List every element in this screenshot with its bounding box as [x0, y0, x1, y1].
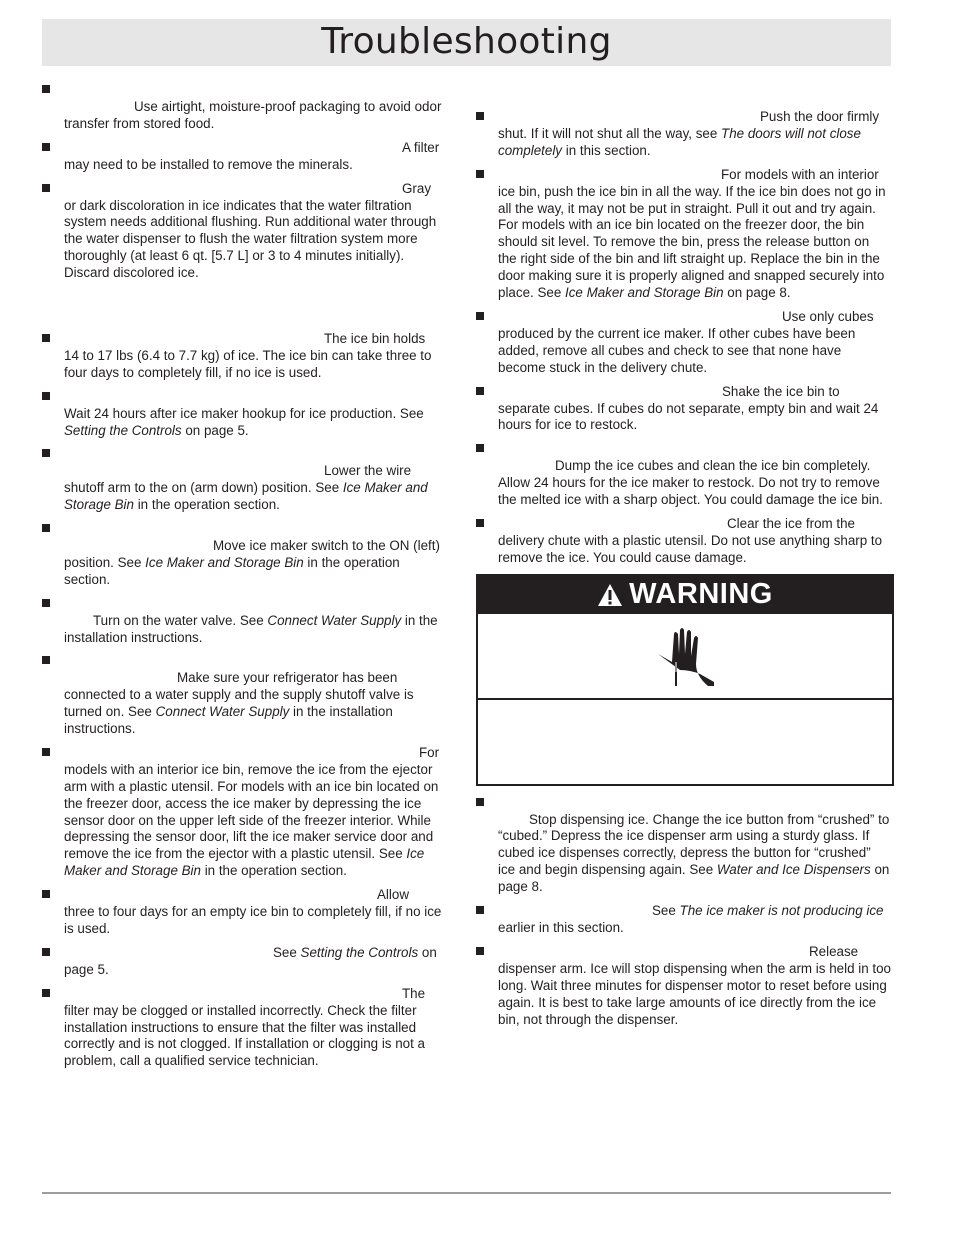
item-text: Allow three to four days for an empty ice bin to completely fill, if no ice is used. [64, 887, 442, 936]
square-bullet-icon [42, 656, 50, 664]
square-bullet-icon [476, 387, 484, 395]
item-reference: Connect Water Supply [267, 612, 402, 628]
item-text: Clear the ice from the delivery chute with a plastic utensil. Do not use anything sharp to remove the ice. You could cause damage. [498, 515, 883, 565]
troubleshoot-item [42, 596, 442, 647]
square-bullet-icon [476, 444, 484, 452]
square-bullet-icon [476, 947, 484, 955]
item-heading [498, 441, 891, 458]
troubleshoot-item [42, 446, 442, 514]
troubleshoot-item [42, 653, 442, 738]
item-text-end: on page 8. [723, 285, 791, 301]
square-bullet-icon [42, 85, 50, 93]
item-text: For models with an interior ice bin, push the ice bin in all the way. If the ice bin does not go in all the way, it may not be put in straight. Pull it out and try again. For models with an ice bin located on the freezer door, the bin should sit level. To remove the bin, press the release button on the right side of the bin and lift straight up. Replace the bin in the door making sure it is properly aligned and snapped securely into place. See [498, 166, 886, 301]
item-text: A filter may need to be installed to remove the minerals. [64, 139, 440, 172]
troubleshoot-item [476, 309, 891, 377]
item-text-end: on page 5. [181, 422, 249, 438]
item-text: For models with an interior ice bin, remove the ice from the ejector arm with a plastic utensil. For models with an ice bin located on the freezer door, access the ice maker by depressing the ice sensor door on the upper left side of the freezer interior. While depressing the sensor door, lift the ice maker service door and remove the ice from the ejector with a plastic utensil. See [64, 744, 440, 862]
square-bullet-icon [476, 519, 484, 527]
item-reference: Ice Maker and Storage Bin [64, 846, 425, 879]
square-bullet-icon [42, 184, 50, 192]
square-bullet-icon [476, 112, 484, 120]
item-heading [64, 521, 442, 538]
page-title: Troubleshooting [321, 21, 612, 62]
item-text: Dump the ice cubes and clean the ice bin completely. Allow 24 hours for the ice maker to restock. Do not try to remove the melted ice with a sharp object. You could damage the ice bin. [498, 458, 883, 508]
section-spacer [42, 289, 442, 331]
item-text: Gray or dark discoloration in ice indicates that the water filtration system needs additional flushing. Run additional water through the water dispenser to flush the water filtration system more thoroughly (at least 6 qt. [5.7 L] or 3 to 4 minutes initially). Discard discolored ice. [64, 180, 437, 281]
item-text: Use airtight, moisture-proof packaging to avoid odor transfer from stored food. [64, 99, 442, 131]
troubleshoot-item [42, 181, 442, 282]
troubleshoot-item [42, 745, 442, 880]
square-bullet-icon [42, 948, 50, 956]
troubleshoot-item [476, 384, 891, 435]
item-text: See [273, 944, 301, 960]
item-reference: The doors will not close completely [498, 125, 861, 158]
title-bar [42, 19, 891, 66]
item-text-end: on page 8. [498, 862, 890, 895]
warning-label: WARNING [629, 578, 773, 611]
square-bullet-icon [476, 170, 484, 178]
item-text-end: in the operation section. [133, 497, 280, 513]
item-text-end: earlier in this section. [498, 919, 624, 935]
item-text: Wait 24 hours after ice maker hookup for ice production. See [64, 405, 424, 421]
item-heading [64, 596, 442, 613]
item-text-end: in this section. [562, 142, 651, 158]
item-text: See [652, 903, 680, 919]
footer-rule [42, 1192, 891, 1194]
right-column [476, 109, 891, 1035]
item-heading [64, 446, 442, 463]
square-bullet-icon [42, 748, 50, 756]
item-text: Stop dispensing ice. Change the ice button from “crushed” to “cubed.” Depress the ice dispenser arm using a sturdy glass. If cubed ice dispenses correctly, depress the button for “crushed” ice and begin dispensing again. See [498, 811, 890, 878]
item-reference: Setting the Controls [64, 422, 182, 438]
item-text-end: in the operation section. [200, 863, 347, 879]
item-heading [64, 653, 442, 670]
square-bullet-icon [476, 312, 484, 320]
item-text-end: in the installation instructions. [64, 704, 393, 737]
troubleshoot-item [476, 441, 891, 509]
warning-text [478, 700, 892, 784]
warning-icon-cell [478, 614, 892, 700]
warning-triangle-icon [597, 583, 623, 607]
warning-box [476, 574, 894, 786]
item-text: Push the door firmly shut. If it will not shut all the way, see [498, 109, 880, 141]
item-reference: The ice maker is not producing ice [679, 903, 884, 919]
item-text: Move ice maker switch to the ON (left) position. See [64, 537, 440, 570]
troubleshoot-item [476, 944, 891, 1029]
item-text: The filter may be clogged or installed incorrectly. Check the filter installation instructions to ensure that the filter was installed correctly and is not clogged. If installation or clogging is not a problem, call a qualified service technician. [64, 985, 426, 1069]
troubleshoot-item [42, 521, 442, 589]
square-bullet-icon [42, 449, 50, 457]
item-text-end: in the operation section. [64, 554, 400, 587]
item-reference: Setting the Controls [300, 944, 419, 960]
troubleshoot-item [42, 986, 442, 1071]
troubleshoot-item [42, 140, 442, 174]
item-heading [64, 389, 442, 406]
item-text: Turn on the water valve. See [93, 612, 268, 628]
item-text: The ice bin holds 14 to 17 lbs (6.4 to 7.7 kg) of ice. The ice bin can take three to four days to completely fill, if no ice is used. [64, 331, 432, 380]
cut-hand-hazard-icon [650, 624, 720, 688]
square-bullet-icon [42, 143, 50, 151]
item-text: Make sure your refrigerator has been connected to a water supply and the supply shutoff valve is turned on. See [64, 670, 414, 720]
item-text: Use only cubes produced by the current ice maker. If other cubes have been added, remove all cubes and check to see that none have become stuck in the delivery chute. [498, 308, 874, 375]
square-bullet-icon [42, 989, 50, 997]
square-bullet-icon [42, 524, 50, 532]
item-text-end: in the installation instructions. [64, 612, 438, 645]
left-column [42, 82, 442, 1077]
troubleshoot-item [476, 109, 891, 160]
item-reference: Ice Maker and Storage Bin [64, 480, 428, 513]
troubleshoot-item [42, 887, 442, 938]
troubleshoot-item [476, 516, 891, 567]
square-bullet-icon [42, 599, 50, 607]
square-bullet-icon [42, 890, 50, 898]
square-bullet-icon [42, 334, 50, 342]
warning-header [478, 576, 892, 614]
item-text-end: on page 5. [64, 944, 437, 977]
square-bullet-icon [476, 798, 484, 806]
troubleshoot-item [476, 167, 891, 302]
item-heading [498, 795, 891, 812]
troubleshoot-item [476, 795, 891, 896]
square-bullet-icon [42, 392, 50, 400]
item-reference: Water and Ice Dispensers [716, 862, 871, 878]
troubleshoot-item [42, 331, 442, 382]
square-bullet-icon [476, 906, 484, 914]
item-text: Release dispenser arm. Ice will stop dispensing when the arm is held in too long. Wait three minutes for dispenser motor to reset before using again. It is best to take large amounts of ice directly from the ice bin, not through the dispenser. [498, 943, 891, 1027]
troubleshoot-item [42, 945, 442, 979]
troubleshoot-item [42, 389, 442, 440]
troubleshoot-item [42, 82, 442, 133]
item-reference: Connect Water Supply [155, 704, 290, 720]
troubleshoot-item [476, 903, 891, 937]
item-text: Lower the wire shutoff arm to the on (arm down) position. See [64, 463, 412, 496]
item-text: Shake the ice bin to separate cubes. If cubes do not separate, empty bin and wait 24 hours for ice to restock. [498, 383, 879, 433]
item-reference: Ice Maker and Storage Bin [145, 554, 304, 570]
item-reference: Ice Maker and Storage Bin [565, 285, 724, 301]
